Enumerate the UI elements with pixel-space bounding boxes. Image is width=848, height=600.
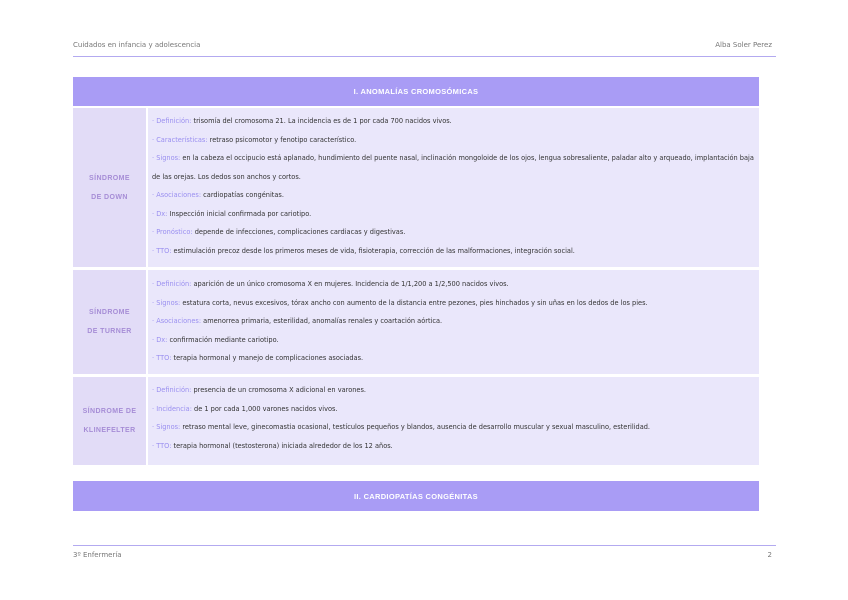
item-text: Inspección inicial confirmada por cariotipo. bbox=[167, 209, 312, 218]
list-item bbox=[152, 418, 755, 437]
header-divider bbox=[73, 56, 776, 57]
item-label: · Signos: bbox=[152, 298, 181, 307]
list-item bbox=[152, 275, 755, 294]
section-title-congenital-heart-disease: II. CARDIOPATÍAS CONGÉNITAS bbox=[73, 481, 759, 511]
item-text: cardiopatías congénitas. bbox=[201, 191, 284, 199]
footer-divider bbox=[73, 545, 776, 546]
syndrome-name-line2: DE TURNER bbox=[87, 328, 132, 335]
item-text: terapia hormonal (testosterona) iniciada alrededor de los 12 años. bbox=[171, 441, 393, 450]
section-title-chromosomal-anomalies: I. ANOMALÍAS CROMOSÓMICAS bbox=[73, 77, 759, 106]
list-item bbox=[152, 437, 755, 456]
list-item bbox=[152, 131, 755, 150]
list-item bbox=[152, 205, 755, 224]
syndrome-details-cell bbox=[148, 270, 759, 374]
syndrome-details-cell bbox=[148, 377, 759, 465]
item-label: · Signos: bbox=[152, 154, 181, 162]
syndrome-name-line1: SÍNDROME DE bbox=[82, 408, 137, 415]
list-item bbox=[152, 242, 755, 261]
item-label: · Incidencia: bbox=[152, 404, 192, 413]
item-label: · Dx: bbox=[152, 209, 168, 218]
item-label: · TTO: bbox=[152, 441, 172, 450]
item-text: presencia de un cromosoma X adicional en varones. bbox=[191, 386, 367, 394]
item-text: aparición de un único cromosoma X en mujeres. Incidencia de 1/1,200 a 1/2,500 nacidos vivos. bbox=[191, 280, 509, 288]
item-text: de 1 por cada 1,000 varones nacidos vivos. bbox=[191, 404, 338, 413]
item-label: · Asociaciones: bbox=[152, 317, 202, 325]
item-text: retraso mental leve, ginecomastia ocasional, testículos pequeños y blandos, ausencia de desarrollo muscular y sexual masculino, esterilidad. bbox=[180, 423, 651, 431]
table-row-down-syndrome bbox=[73, 108, 759, 267]
header-course-title: Cuidados en infancia y adolescencia bbox=[73, 41, 201, 49]
item-text: estatura corta, nevus excesivos, tórax ancho con aumento de la distancia entre pezones, pies hinchados y sin uñas en los dedos de los pies. bbox=[180, 298, 648, 307]
header-author: Alba Soler Perez bbox=[715, 41, 772, 49]
list-item bbox=[152, 312, 755, 331]
list-item bbox=[152, 331, 755, 350]
item-label: · Pronóstico: bbox=[152, 228, 193, 236]
syndrome-name-line2: KLINEFELTER bbox=[83, 427, 136, 434]
table-row-klinefelter-syndrome bbox=[73, 377, 759, 465]
item-label: · Características: bbox=[152, 135, 208, 144]
syndrome-name-cell bbox=[73, 270, 146, 374]
item-text: depende de infecciones, complicaciones cardiacas y digestivas. bbox=[192, 228, 406, 236]
item-label: · Definición: bbox=[152, 117, 192, 125]
item-label: · Definición: bbox=[152, 386, 192, 394]
footer-course-year: 3º Enfermería bbox=[73, 551, 122, 559]
list-item bbox=[152, 112, 755, 131]
syndrome-details-cell bbox=[148, 108, 759, 267]
list-item bbox=[152, 149, 755, 186]
item-text: trisomía del cromosoma 21. La incidencia es de 1 por cada 700 nacidos vivos. bbox=[191, 117, 452, 125]
syndrome-name-cell bbox=[73, 108, 146, 267]
list-item bbox=[152, 223, 755, 242]
list-item bbox=[152, 294, 755, 313]
item-text: amenorrea primaria, esterilidad, anomalías renales y coartación aórtica. bbox=[201, 317, 443, 325]
item-label: · TTO: bbox=[152, 246, 172, 255]
list-item bbox=[152, 349, 755, 368]
syndrome-name-line1: SÍNDROME bbox=[89, 309, 130, 316]
syndrome-name-line1: SÍNDROME bbox=[89, 174, 130, 182]
list-item bbox=[152, 381, 755, 400]
item-text: retraso psicomotor y fenotipo característico. bbox=[207, 135, 357, 144]
list-item bbox=[152, 400, 755, 419]
item-label: · Asociaciones: bbox=[152, 191, 202, 199]
page-number: 2 bbox=[767, 551, 772, 559]
syndrome-name-line2: DE DOWN bbox=[91, 193, 128, 201]
item-text: confirmación mediante cariotipo. bbox=[167, 335, 279, 344]
item-label: · Dx: bbox=[152, 335, 168, 344]
table-row-turner-syndrome bbox=[73, 270, 759, 374]
list-item bbox=[152, 186, 755, 205]
item-text: estimulación precoz desde los primeros meses de vida, fisioterapia, corrección de las malformaciones, integración social. bbox=[171, 246, 575, 255]
item-label: · Signos: bbox=[152, 423, 181, 431]
item-text: terapia hormonal y manejo de complicaciones asociadas. bbox=[171, 354, 364, 362]
item-text: en la cabeza el occipucio está aplanado, hundimiento del puente nasal, inclinación mongoloide de los ojos, lengua sobresaliente, paladar alto y arqueado, implantación baja de las orejas. Los dedos son anchos y cortos. bbox=[152, 154, 754, 181]
syndrome-name-cell bbox=[73, 377, 146, 465]
item-label: · Definición: bbox=[152, 280, 192, 288]
item-label: · TTO: bbox=[152, 354, 172, 362]
